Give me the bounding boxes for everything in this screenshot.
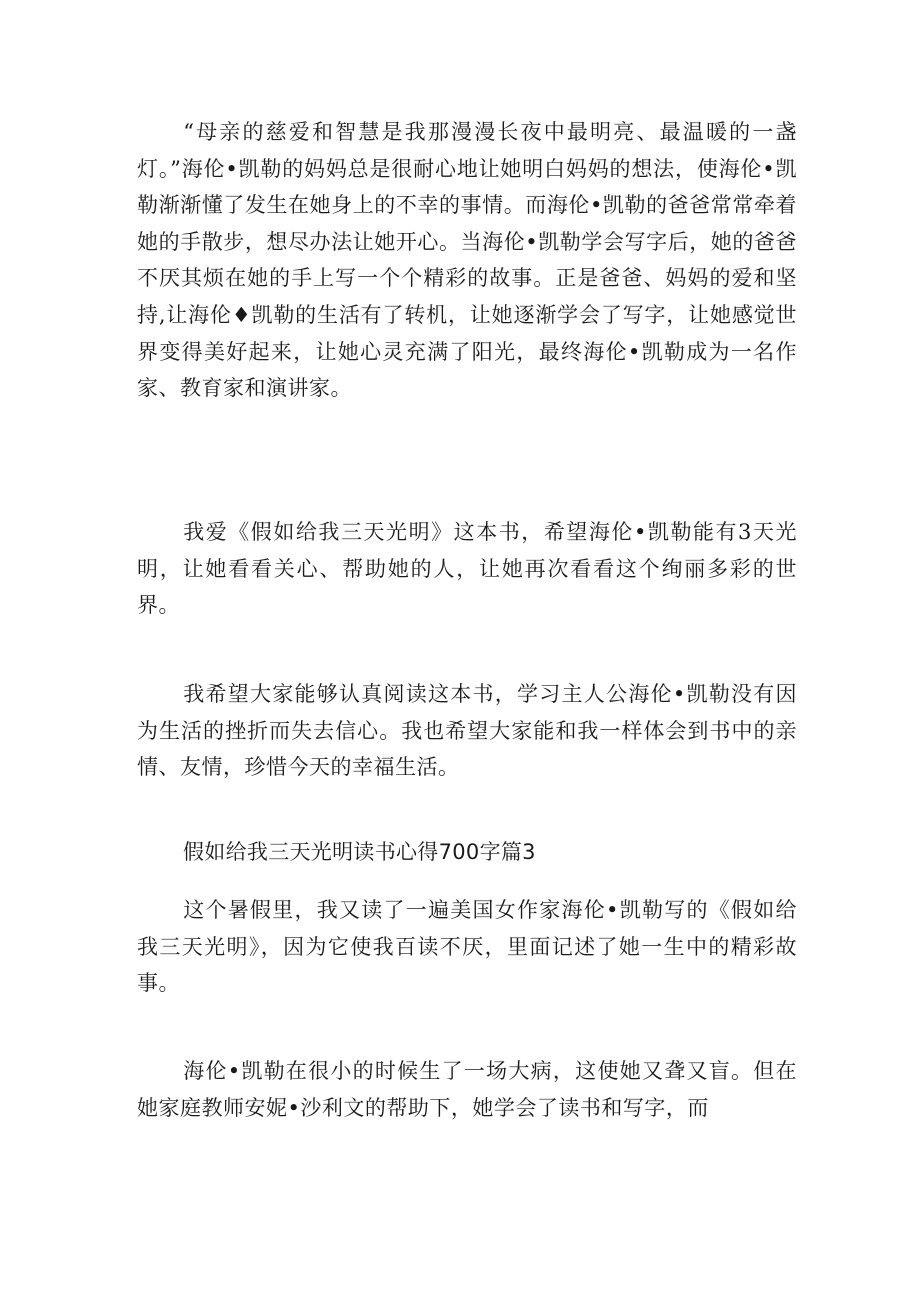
- paragraph-reader-hope: 我希望大家能够认真阅读这本书，学习主人公海伦•凯勒没有因为生活的挫折而失去信心。我也希望大家能和我一样体会到书中的亲情、友情，珍惜今天的幸福生活。: [137, 682, 797, 780]
- paragraph-mothers-love: “母亲的慈爱和智慧是我那漫漫长夜中最明亮、最温暖的一盏灯。”海伦•凯勒的妈妈总是很耐心地让她明白妈妈的想法，使海伦•凯勒渐渐懂了发生在她身上的不幸的事情。而海伦•凯勒的爸爸常常牵着她的手散步，想尽办法让她开心。当海伦•凯勒学会写字后，她的爸爸不厌其烦在她的手上写一个个精彩的故事。正是爸爸、妈妈的爱和坚持,让海伦♦凯勒的生活有了转机，让她逐渐学会了写字，让她感觉世界变得美好起来，让她心灵充满了阳光，最终海伦•凯勒成为一名作家、教育家和演讲家。: [137, 120, 797, 401]
- paragraph-helen-illness: 海伦•凯勒在很小的时候生了一场大病，这使她又聋又盲。但在她家庭教师安妮•沙利文的帮助下，她学会了读书和写字，而: [137, 1059, 797, 1120]
- paragraph-summer-reading: 这个暑假里，我又读了一遍美国女作家海伦•凯勒写的《假如给我三天光明》，因为它使我百读不厌，里面记述了她一生中的精彩故事。: [137, 898, 797, 996]
- paragraph-book-wish: 我爱《假如给我三天光明》这本书，希望海伦•凯勒能有3天光明，让她看看关心、帮助她的人，让她再次看看这个绚丽多彩的世界。: [137, 520, 797, 618]
- section-heading: 假如给我三天光明读书心得700字篇3: [183, 840, 536, 864]
